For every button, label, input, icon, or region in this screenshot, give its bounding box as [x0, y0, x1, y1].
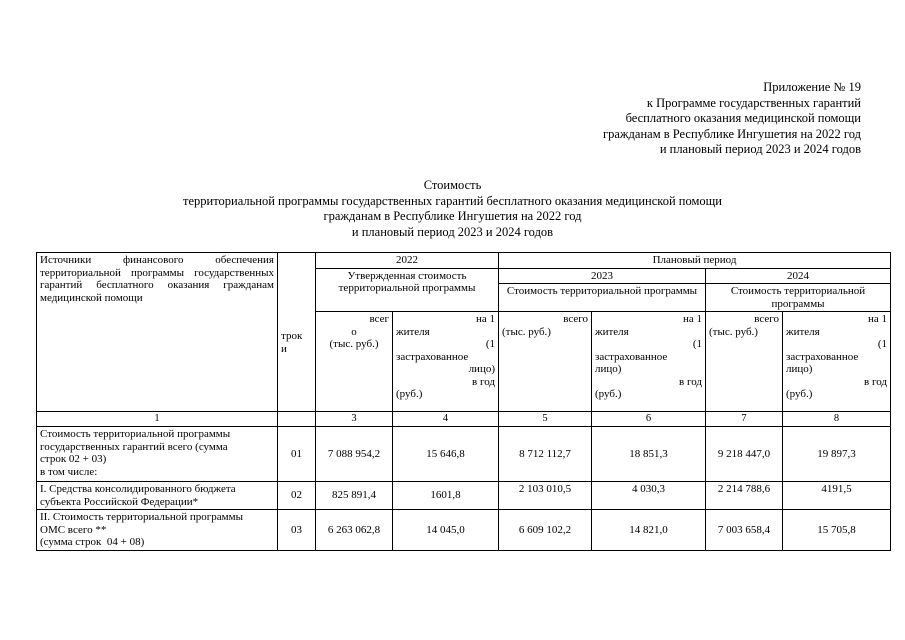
- value-cell: 15 705,8: [783, 510, 891, 551]
- title-line: и плановый период 2023 и 2024 годов: [351, 224, 554, 239]
- header-total-label: всего: [563, 313, 588, 325]
- row-label: [37, 482, 278, 510]
- value-cell: 825 891,4: [316, 482, 393, 510]
- table-row: [37, 510, 891, 551]
- row-label-line: государственных гарантий всего (сумма: [40, 440, 228, 453]
- row-label-line: строк 02 + 03): [40, 453, 107, 465]
- value-cell: 6 609 102,2: [499, 510, 592, 551]
- column-number: 6: [592, 412, 706, 427]
- header-total-2023: [499, 312, 592, 412]
- header-per-capita-2022: [393, 312, 499, 412]
- header-per-capita-label: в год: [864, 375, 887, 388]
- column-number: 4: [393, 412, 499, 427]
- cost-table: [36, 252, 891, 551]
- row-code: 01: [278, 427, 316, 482]
- row-label-line: II. Стоимость территориальной программы: [40, 511, 243, 523]
- header-row-number-cell: [278, 253, 316, 412]
- value-cell: 6 263 062,8: [316, 510, 393, 551]
- value-cell: 4191,5: [783, 482, 891, 510]
- header-per-capita-label: застрахованное: [786, 350, 859, 363]
- header-cost-2024: Стоимость территориальной программы: [706, 284, 891, 312]
- row-label-line: (сумма строк 04 + 08): [40, 536, 145, 548]
- value-cell: 1601,8: [393, 482, 499, 510]
- row-label: [37, 510, 278, 551]
- column-number: 7: [706, 412, 783, 427]
- appendix-heading: [603, 80, 861, 158]
- header-per-capita-label: в год: [679, 375, 702, 388]
- header-year-2023: 2023: [499, 268, 706, 284]
- header-row-number-label: и: [281, 342, 287, 355]
- header-row-number-label: трок: [281, 330, 303, 342]
- header-per-capita-label: лицо): [786, 363, 813, 375]
- value-cell: 2 103 010,5: [499, 482, 592, 510]
- header-year-2022: 2022: [316, 253, 499, 269]
- header-year-2024: 2024: [706, 268, 891, 284]
- value-cell: 14 045,0: [393, 510, 499, 551]
- row-label: [37, 427, 278, 482]
- title-line: Стоимость: [423, 178, 482, 192]
- header-per-capita-2023: [592, 312, 706, 412]
- column-number: [278, 412, 316, 427]
- header-per-capita-label: на 1: [475, 313, 495, 325]
- header-total-label: всег: [369, 313, 389, 325]
- value-cell: 14 821,0: [592, 510, 706, 551]
- row-code: 03: [278, 510, 316, 551]
- appendix-line: и плановый период 2023 и 2024 годов: [659, 142, 861, 156]
- header-per-capita-label: застрахованное: [396, 350, 469, 363]
- header-per-capita-unit: (руб.): [396, 388, 423, 400]
- header-per-capita-label: застрахованное: [595, 350, 668, 363]
- value-cell: 9 218 447,0: [706, 427, 783, 482]
- column-number: 5: [499, 412, 592, 427]
- row-label-line: ОМС всего **: [40, 523, 107, 536]
- header-total-label: всего: [754, 313, 779, 325]
- value-cell: 15 646,8: [393, 427, 499, 482]
- value-cell: 8 712 112,7: [499, 427, 592, 482]
- appendix-line: к Программе государственных гарантий: [646, 95, 861, 110]
- header-cost-2023: Стоимость территориальной программы: [499, 284, 706, 312]
- appendix-number: Приложение № 19: [763, 80, 861, 94]
- row-label-line: в том числе:: [40, 465, 98, 478]
- header-total-2024: [706, 312, 783, 412]
- header-per-capita-label: (1: [485, 338, 495, 350]
- table-row: [37, 427, 891, 482]
- header-per-capita-unit: (руб.): [595, 388, 622, 400]
- header-total-unit: (тыс. руб.): [502, 325, 551, 338]
- row-code: 02: [278, 482, 316, 510]
- value-cell: 18 851,3: [592, 427, 706, 482]
- value-cell: 19 897,3: [783, 427, 891, 482]
- column-number: 3: [316, 412, 393, 427]
- value-cell: 4 030,3: [592, 482, 706, 510]
- header-source-cell: [37, 253, 278, 412]
- header-per-capita-label: на 1: [682, 313, 702, 325]
- header-per-capita-label: жителя: [396, 325, 430, 338]
- table-row: [37, 482, 891, 510]
- value-cell: 2 214 788,6: [706, 482, 783, 510]
- column-number-row: [37, 412, 891, 427]
- document-title: [0, 178, 905, 240]
- header-source-label: Источники финансового обеспечения территориальной программы государственных гарантий бесплатного оказания гражданам медицинской помощи: [40, 254, 274, 304]
- column-number: 1: [37, 412, 278, 427]
- header-per-capita-label: жителя: [595, 325, 629, 338]
- value-cell: 7 003 658,4: [706, 510, 783, 551]
- header-total-label: о: [351, 325, 357, 338]
- header-approved-cost: Утвержденная стоимость территориальной программы: [316, 268, 499, 312]
- header-per-capita-label: на 1: [867, 313, 887, 325]
- row-label-line: Стоимость территориальной программы: [40, 428, 231, 440]
- header-total-unit: (тыс. руб.): [709, 325, 758, 338]
- header-per-capita-label: лицо): [595, 363, 622, 375]
- column-number: 8: [783, 412, 891, 427]
- header-per-capita-unit: (руб.): [786, 388, 813, 400]
- appendix-line: бесплатного оказания медицинской помощи: [625, 111, 861, 125]
- header-per-capita-label: (1: [692, 338, 702, 350]
- row-label-line: субъекта Российской Федерации*: [40, 495, 199, 508]
- header-per-capita-label: в год: [472, 375, 495, 388]
- appendix-line: гражданам в Республике Ингушетия на 2022 год: [603, 126, 861, 141]
- header-total-2022: [316, 312, 393, 412]
- row-label-line: I. Средства консолидированного бюджета: [40, 483, 236, 495]
- header-per-capita-label: жителя: [786, 325, 820, 338]
- header-planned-period: Плановый период: [499, 253, 891, 269]
- header-per-capita-label: (1: [877, 338, 887, 350]
- value-cell: 7 088 954,2: [316, 427, 393, 482]
- header-per-capita-2024: [783, 312, 891, 412]
- header-total-unit: (тыс. руб.): [329, 338, 379, 350]
- header-per-capita-label: лицо): [468, 363, 495, 375]
- title-line: территориальной программы государственных гарантий бесплатного оказания медицинской помощи: [183, 193, 722, 208]
- title-line: гражданам в Республике Ингушетия на 2022 год: [323, 209, 582, 223]
